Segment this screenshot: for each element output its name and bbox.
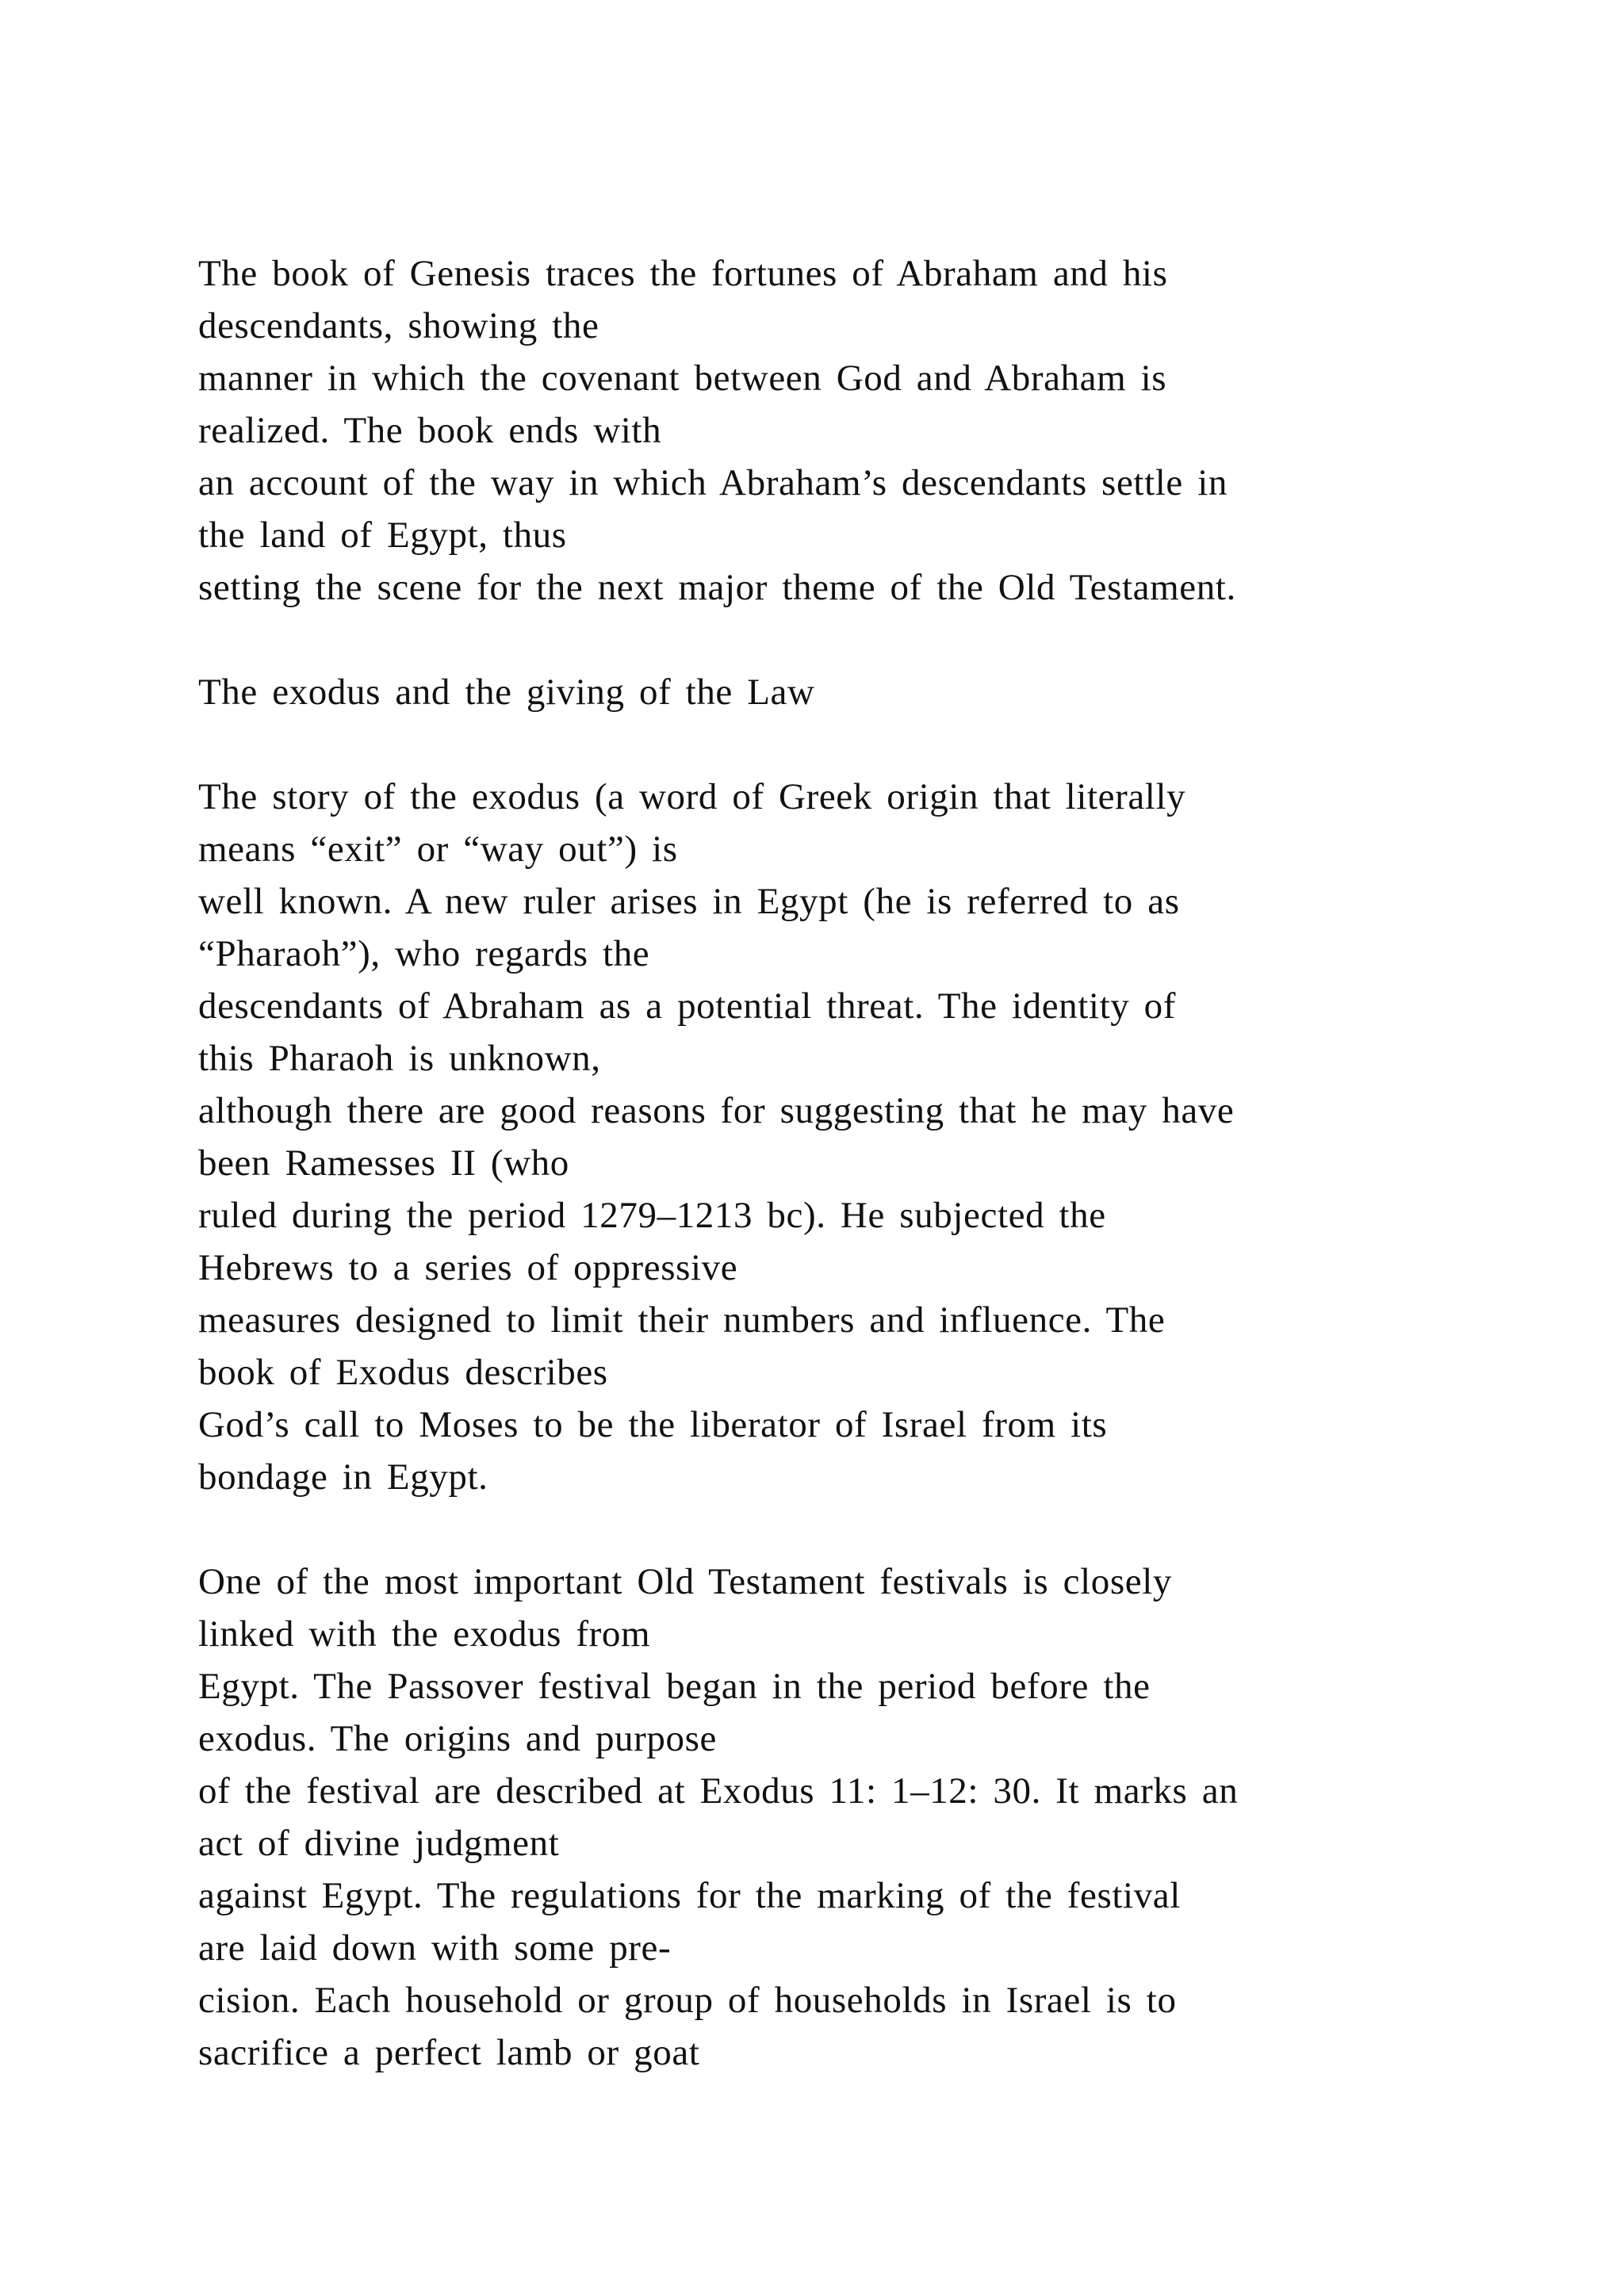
text-line: although there are good reasons for suggesting that he may have — [198, 1090, 1235, 1131]
text-line: this Pharaoh is unknown, — [198, 1038, 601, 1079]
text-line: God’s call to Moses to be the liberator of Israel from its — [198, 1404, 1108, 1445]
text-line: One of the most important Old Testament festivals is closely — [198, 1561, 1173, 1602]
text-line: descendants of Abraham as a potential threat. The identity of — [198, 985, 1177, 1027]
text-line: against Egypt. The regulations for the marking of the festival — [198, 1875, 1181, 1916]
text-line: the land of Egypt, thus — [198, 515, 567, 556]
text-line: book of Exodus describes — [198, 1352, 608, 1393]
text-line: The book of Genesis traces the fortunes of Abraham and his — [198, 253, 1168, 294]
text-line: Hebrews to a series of oppressive — [198, 1247, 738, 1288]
text-line: Egypt. The Passover festival began in the period before the — [198, 1666, 1151, 1707]
text-line: “Pharaoh”), who regards the — [198, 933, 650, 974]
text-line: measures designed to limit their numbers and influence. The — [198, 1299, 1166, 1341]
text-line: The story of the exodus (a word of Greek origin that literally — [198, 776, 1186, 817]
text-line: linked with the exodus from — [198, 1613, 651, 1655]
section-heading: The exodus and the giving of the Law — [198, 672, 815, 713]
text-line: exodus. The origins and purpose — [198, 1718, 717, 1759]
text-line: are laid down with some pre- — [198, 1927, 672, 1969]
text-line: realized. The book ends with — [198, 410, 662, 451]
text-line: act of divine judgment — [198, 1823, 560, 1864]
paragraph-gap — [198, 614, 1435, 666]
document-body — [198, 247, 1435, 2079]
text-line: bondage in Egypt. — [198, 1456, 488, 1498]
text-line: an account of the way in which Abraham’s descendants settle in — [198, 462, 1228, 503]
text-line: descendants, showing the — [198, 305, 599, 346]
text-line: been Ramesses II (who — [198, 1142, 569, 1184]
text-line: manner in which the covenant between God and Abraham is — [198, 358, 1167, 399]
text-line: of the festival are described at Exodus 11: 1–12: 30. It marks an — [198, 1770, 1239, 1812]
text-line: setting the scene for the next major theme of the Old Testament. — [198, 567, 1236, 608]
text-line: means “exit” or “way out”) is — [198, 828, 678, 870]
paragraph-gap — [198, 718, 1435, 771]
text-line: cision. Each household or group of households in Israel is to — [198, 1980, 1177, 2021]
text-line: ruled during the period 1279–1213 bc). He subjected the — [198, 1195, 1106, 1236]
text-line: well known. A new ruler arises in Egypt (he is referred to as — [198, 881, 1180, 922]
paragraph-gap — [198, 1503, 1435, 1556]
text-line: sacrifice a perfect lamb or goat — [198, 2032, 700, 2073]
